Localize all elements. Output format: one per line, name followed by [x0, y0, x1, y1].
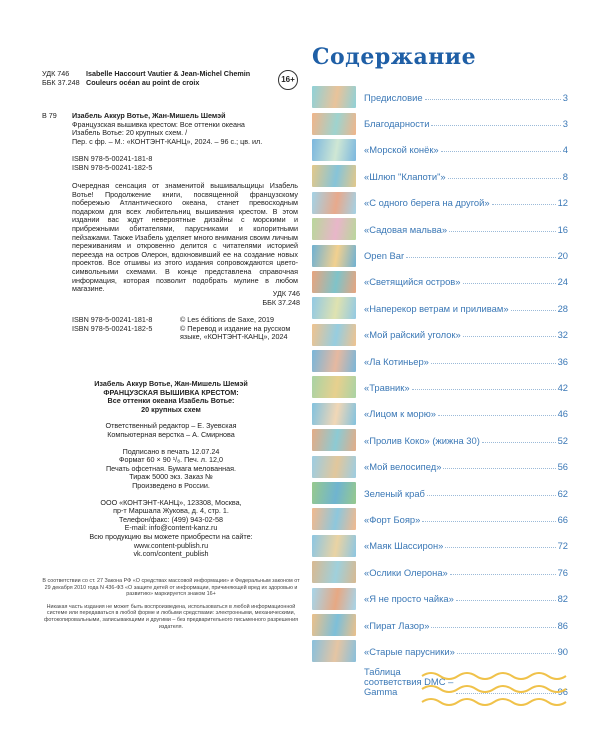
toc-thumbnail — [312, 535, 356, 557]
toc-page-number: 8 — [562, 170, 568, 182]
udk-right: УДК 746 — [272, 289, 300, 298]
toc-page-number: 82 — [557, 593, 568, 605]
original-authors: Isabelle Haccourt Vautier & Jean-Michel Chemin — [86, 69, 251, 78]
imprint-print: Печать офсетная. Бумага мелованная. — [106, 463, 236, 473]
toc-entry — [364, 329, 568, 340]
toc-page-number: 36 — [557, 355, 568, 367]
toc-item — [312, 322, 568, 348]
toc-label: «Лицом к морю» — [364, 408, 436, 420]
toc-entry — [364, 461, 568, 472]
entry-isbn: ISBN 978-5-00241-181-8 — [72, 153, 153, 163]
toc-thumbnail — [312, 139, 356, 161]
toc-thumbnail — [312, 667, 356, 689]
toc-thumbnail — [312, 588, 356, 610]
toc-label: «Травник» — [364, 381, 410, 393]
toc-page-number: 56 — [557, 461, 568, 473]
annotation-text: Очередная сенсация от знаменитой вышивальщицы Изабель Вотье! Продолжение книги, посвященной французскому побережью Атлантического океана, станет превосходным подарком для всех любительниц вышивания крестом. В этом издании вас ждут невероятные дизайны с морскими и прибрежными обитателями, парусниками и колоритными пейзажами. Также Изабель уделяет много внимания своим личным переживаниям и откровенно делится с читателями историей переезда на остров Олерон, вдохновивший ее на создание новых проектов. Все отшивы из этого издания сопровождаются цвето-символьными схемами. В конце представлена справочная информация, которая позволит подобрать мулине в любом магазине. — [72, 181, 298, 294]
entry-code: В 79 — [42, 111, 57, 120]
toc-item — [312, 453, 568, 479]
catalog-entry — [42, 112, 300, 172]
toc-label: Благодарности — [364, 118, 430, 130]
toc-entry — [364, 488, 568, 499]
toc-leader-dots — [412, 389, 556, 390]
toc-thumbnail — [312, 245, 356, 267]
toc-item — [312, 427, 568, 453]
toc-entry — [364, 224, 568, 235]
legal-paragraph-2: Никакая часть издания не может быть воспроизведена, использоваться в любой информационной системе или передаваться в любой форме и любыми средствами: электронными, механическими, фотокопировальными, записывающими и другими – без предварительного письменного разрешения издателя. — [43, 603, 299, 630]
toc-page-number: 96 — [557, 685, 568, 697]
wave-line-2 — [422, 686, 566, 692]
toc-page-number: 32 — [557, 329, 568, 341]
toc-entry — [364, 276, 568, 287]
toc-item — [312, 216, 568, 242]
toc-item — [312, 533, 568, 559]
toc-item — [312, 506, 568, 532]
udk-code: УДК 746 — [42, 69, 70, 78]
toc-page-number: 90 — [557, 645, 568, 657]
toc-entry — [364, 435, 568, 446]
toc-item — [312, 242, 568, 268]
toc-page-number: 62 — [557, 487, 568, 499]
toc-entry — [364, 250, 568, 261]
toc-item — [312, 401, 568, 427]
publisher-address-2: пр-т Маршала Жукова, д. 4, стр. 1. — [113, 506, 229, 516]
toc-item — [312, 348, 568, 374]
wave-line-3 — [422, 699, 566, 705]
toc-leader-dots — [450, 574, 556, 575]
udk-bbk-right — [250, 290, 300, 307]
toc-leader-dots — [425, 99, 561, 100]
entry-line: Изабель Вотье: 20 крупных схем. / — [72, 128, 188, 138]
toc-entry — [364, 356, 568, 367]
imprint-format: Формат 60 × 90 ¹/₈. Печ. л. 12,0 — [119, 455, 223, 465]
imprint-title-1: ФРАНЦУЗСКАЯ ВЫШИВКА КРЕСТОМ: — [103, 387, 239, 397]
table-of-contents — [312, 84, 568, 703]
toc-page-number: 20 — [557, 250, 568, 262]
toc-leader-dots — [456, 600, 556, 601]
toc-leader-dots — [406, 257, 555, 258]
toc-item — [312, 374, 568, 400]
toc-label: «Ослики Олерона» — [364, 566, 448, 578]
imprint-run: Тираж 5000 экз. Заказ № — [129, 472, 213, 482]
toc-thumbnail — [312, 456, 356, 478]
toc-leader-dots — [441, 151, 561, 152]
toc-leader-dots — [511, 310, 556, 311]
toc-thumbnail — [312, 482, 356, 504]
imprint-signed: Подписано в печать 12.07.24 — [122, 446, 220, 456]
toc-page-number: 86 — [557, 619, 568, 631]
toc-thumbnail — [312, 508, 356, 530]
copyright-1: © Les éditions de Saxe, 2019 — [180, 315, 275, 324]
toc-entry — [364, 408, 568, 419]
toc-label: Предисловие — [364, 91, 423, 103]
publisher-email: E-mail: info@content-kanz.ru — [124, 523, 218, 533]
toc-page-number: 24 — [557, 276, 568, 288]
toc-item — [312, 163, 568, 189]
toc-entry — [364, 593, 568, 604]
toc-entry — [364, 144, 568, 155]
toc-leader-dots — [438, 415, 556, 416]
toc-item — [312, 559, 568, 585]
imprint-title-2: Все оттенки океана Изабель Вотье: — [107, 396, 235, 406]
bbk-right: ББК 37.248 — [262, 297, 300, 307]
toc-item — [312, 295, 568, 321]
publisher-phone: Телефон/факс: (499) 943-02-58 — [118, 514, 224, 524]
toc-label: «Шлюп "Клапоти"» — [364, 170, 446, 182]
toc-title: Содержание — [312, 44, 477, 70]
wave-line-1 — [422, 673, 566, 679]
entry-line: Французская вышивка крестом: Все оттенки океана — [72, 119, 245, 129]
toc-entry — [364, 514, 568, 525]
toc-thumbnail — [312, 403, 356, 425]
toc-label: «Мой райский уголок» — [364, 329, 461, 341]
waves-decoration — [420, 668, 570, 712]
toc-entry — [364, 197, 568, 208]
toc-item — [312, 585, 568, 611]
toc-label: «Наперекор ветрам и приливам» — [364, 302, 509, 314]
toc-page-number: 12 — [557, 197, 568, 209]
toc-leader-dots — [431, 363, 556, 364]
toc-label: «Пролив Коко» (жижна 30) — [364, 434, 480, 446]
toc-item — [312, 190, 568, 216]
imprint-page — [42, 0, 300, 750]
publisher-address-1: ООО «КОНТЭНТ-КАНЦ», 123308, Москва, — [100, 497, 242, 507]
toc-thumbnail — [312, 271, 356, 293]
toc-page-number: 42 — [557, 381, 568, 393]
toc-thumbnail — [312, 614, 356, 636]
toc-leader-dots — [463, 283, 556, 284]
toc-thumbnail — [312, 86, 356, 108]
toc-thumbnail — [312, 376, 356, 398]
toc-page-number: 76 — [557, 566, 568, 578]
imprint-editor: Ответственный редактор – Е. Зуевская — [105, 421, 237, 431]
toc-leader-dots — [448, 178, 561, 179]
toc-label: «Маяк Шассирон» — [364, 540, 444, 552]
toc-leader-dots — [431, 125, 560, 126]
toc-item — [312, 269, 568, 295]
toc-label: «Садовая мальва» — [364, 223, 448, 235]
toc-label: «Старые парусники» — [364, 645, 455, 657]
toc-entry — [364, 540, 568, 551]
toc-label: «Форт Бояр» — [364, 513, 421, 525]
toc-label: Open Bar — [364, 250, 405, 262]
toc-thumbnail — [312, 324, 356, 346]
legal-notice — [42, 578, 300, 636]
toc-page-number: 4 — [562, 144, 568, 156]
toc-item — [312, 84, 568, 110]
toc-thumbnail — [312, 561, 356, 583]
entry-isbn: ISBN 978-5-00241-182-5 — [72, 162, 153, 172]
toc-item — [312, 638, 568, 664]
toc-thumbnail — [312, 297, 356, 319]
toc-leader-dots — [431, 627, 555, 628]
toc-thumbnail — [312, 429, 356, 451]
toc-item — [312, 137, 568, 163]
toc-thumbnail — [312, 350, 356, 372]
entry-line: Пер. с фр. – М.: «КОНТЭНТ-КАНЦ», 2024. – 96 с.; цв. ил. — [72, 136, 263, 146]
toc-thumbnail — [312, 165, 356, 187]
bbk-code: ББК 37.248 — [42, 77, 80, 87]
toc-leader-dots — [422, 521, 555, 522]
toc-label: Таблица соответствия DMC – Gamma — [364, 665, 454, 697]
toc-item — [312, 612, 568, 638]
toc-item — [312, 480, 568, 506]
toc-page-number: 52 — [557, 434, 568, 446]
original-title: Couleurs océan au point de croix — [86, 77, 200, 87]
imprint-title-3: 20 крупных схем — [141, 404, 201, 414]
toc-leader-dots — [457, 653, 556, 654]
toc-label: «Морской конёк» — [364, 144, 439, 156]
toc-entry — [364, 92, 568, 103]
publication-imprint — [42, 380, 300, 559]
toc-page-number: 72 — [557, 540, 568, 552]
toc-thumbnail — [312, 218, 356, 240]
toc-page-number: 46 — [557, 408, 568, 420]
toc-page-number: 16 — [557, 223, 568, 235]
entry-authors: Изабель Аккур Вотье, Жан-Мишель Шемэй — [72, 111, 226, 120]
toc-label: «Мой велосипед» — [364, 461, 442, 473]
toc-entry — [364, 303, 568, 314]
publisher-buy: Всю продукцию вы можете приобрести на сайте: — [89, 531, 253, 541]
toc-label: «Ла Котиньер» — [364, 355, 429, 367]
toc-entry — [364, 646, 568, 657]
toc-entry — [364, 118, 568, 129]
imprint-layout: Компьютерная верстка – А. Смирнова — [107, 429, 235, 439]
toc-page-number: 28 — [557, 302, 568, 314]
isbn-copyright — [72, 316, 300, 342]
toc-leader-dots — [427, 495, 556, 496]
toc-label: Зеленый краб — [364, 487, 425, 499]
imprint-authors: Изабель Аккур Вотье, Жан-Мишель Шемэй — [94, 379, 248, 388]
age-rating-badge: 16+ — [278, 70, 298, 90]
isbn-1: ISBN 978-5-00241-181-8 — [72, 315, 153, 324]
toc-leader-dots — [492, 204, 556, 205]
toc-thumbnail — [312, 192, 356, 214]
toc-label: «С одного берега на другой» — [364, 197, 490, 209]
toc-leader-dots — [449, 231, 555, 232]
toc-thumbnail — [312, 640, 356, 662]
toc-entry — [364, 567, 568, 578]
legal-paragraph-1: В соответствии со ст. 27 Закона РФ «О средствах массовой информации» и Федеральным законом от 29 декабря 2010 года N 436-ФЗ «О защите детей от информации, причиняющей вред их здоровью и развитию» маркируется знаком 16+ — [42, 578, 300, 598]
toc-entry — [364, 620, 568, 631]
toc-page-number: 3 — [562, 118, 568, 130]
toc-leader-dots — [443, 468, 555, 469]
toc-page-number: 3 — [562, 91, 568, 103]
isbn-2: ISBN 978-5-00241-182-5 — [72, 323, 153, 333]
toc-leader-dots — [445, 547, 555, 548]
toc-thumbnail — [312, 113, 356, 135]
toc-label: «Пират Лазор» — [364, 619, 430, 631]
toc-label: «Я не просто чайка» — [364, 593, 454, 605]
publisher-site-1: www.content-publish.ru — [133, 540, 209, 550]
bibliographic-header — [42, 70, 300, 87]
toc-label: «Светящийся остров» — [364, 276, 461, 288]
toc-item — [312, 110, 568, 136]
toc-entry — [364, 382, 568, 393]
toc-leader-dots — [463, 336, 556, 337]
imprint-country: Произведено в России. — [132, 480, 210, 490]
toc-leader-dots — [482, 442, 556, 443]
toc-entry — [364, 171, 568, 182]
toc-page-number: 66 — [557, 513, 568, 525]
publisher-site-2: vk.com/content_publish — [133, 549, 209, 559]
copyright-2: © Перевод и издание на русском языке, «КОНТЭНТ-КАНЦ», 2024 — [180, 323, 291, 342]
